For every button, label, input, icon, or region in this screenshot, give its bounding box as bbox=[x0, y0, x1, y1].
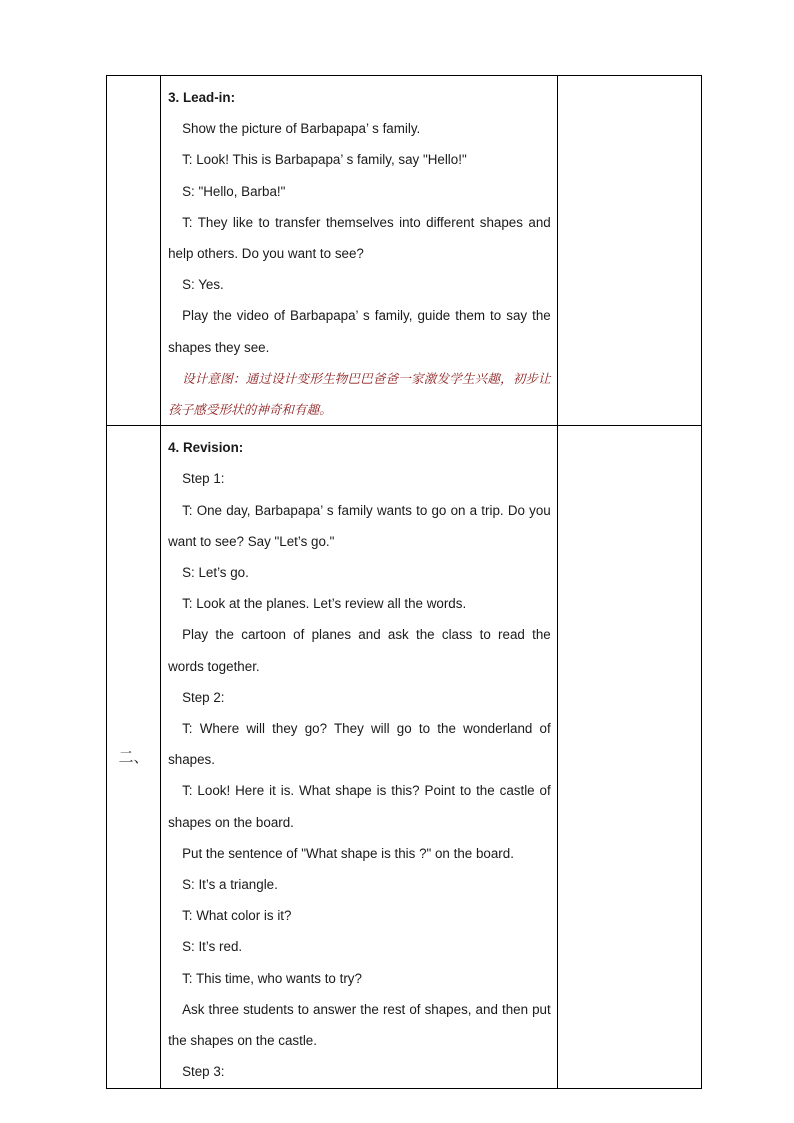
paragraph: T: What color is it? bbox=[182, 908, 292, 924]
step-label-cell bbox=[107, 76, 161, 426]
paragraph: Show the picture of Barbapapa’ s family. bbox=[182, 121, 421, 137]
content-cell-lead-in bbox=[161, 76, 558, 426]
paragraph: Step 3: bbox=[182, 1064, 225, 1080]
paragraph: Play the video of Barbapapa’ s family, guide them to say the shapes they see. bbox=[168, 308, 551, 355]
design-intent-note: 设计意图：通过设计变形生物巴巴爸爸一家激发学生兴趣，初步让孩子感受形状的神奇和有趣。 bbox=[168, 370, 551, 418]
content-cell-revision bbox=[161, 426, 558, 1088]
section-heading: 4. Revision: bbox=[168, 440, 244, 456]
paragraph: T: One day, Barbapapa’ s family wants to go on a trip. Do you want to see? Say "Let’s go." bbox=[168, 502, 551, 549]
paragraph: Step 1: bbox=[182, 471, 225, 487]
table-row-revision bbox=[107, 426, 702, 1088]
paragraph: Step 2: bbox=[182, 689, 225, 705]
paragraph: T: They like to transfer themselves into different shapes and help others. Do you want to see? bbox=[168, 214, 551, 262]
paragraph: T: Look! This is Barbapapa’ s family, say "Hello!" bbox=[182, 152, 467, 168]
paragraph: S: Let’s go. bbox=[182, 565, 249, 581]
paragraph: Play the cartoon of planes and ask the class to read the words together. bbox=[168, 627, 551, 674]
paragraph: T: Look at the planes. Let’s review all the words. bbox=[182, 596, 467, 612]
paragraph: T: Where will they go? They will go to the wonderland of shapes. bbox=[168, 721, 551, 768]
paragraph: S: It’s red. bbox=[182, 939, 243, 955]
section-heading: 3. Lead-in: bbox=[168, 90, 236, 105]
notes-cell bbox=[557, 76, 701, 426]
paragraph: S: It’s a triangle. bbox=[182, 877, 278, 893]
table-row-lead-in bbox=[107, 76, 702, 426]
lesson-plan-table bbox=[106, 75, 702, 1089]
paragraph: S: Yes. bbox=[182, 277, 224, 293]
paragraph: S: "Hello, Barba!" bbox=[182, 183, 286, 199]
paragraph: T: Look! Here it is. What shape is this? Point to the castle of shapes on the board. bbox=[168, 783, 551, 830]
paragraph: Ask three students to answer the rest of shapes, and then put the shapes on the castle. bbox=[168, 1001, 551, 1049]
notes-cell bbox=[557, 426, 701, 1088]
step-label-cell: 二、 bbox=[107, 426, 161, 1088]
paragraph: Put the sentence of "What shape is this ?" on the board. bbox=[182, 845, 514, 861]
paragraph: T: This time, who wants to try? bbox=[182, 970, 362, 986]
